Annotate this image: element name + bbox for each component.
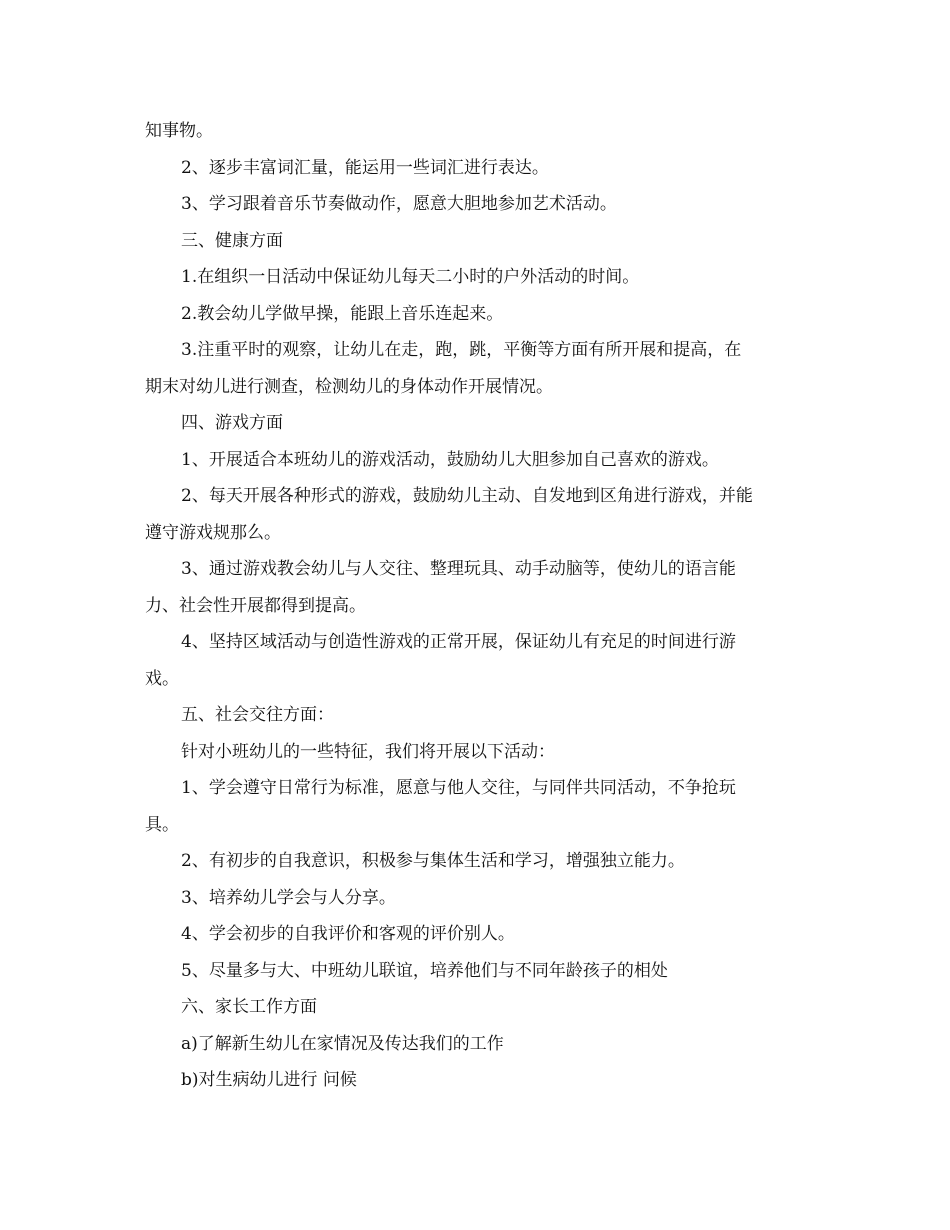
paragraph-line: 期末对幼儿进行测查，检测幼儿的身体动作开展情况。: [145, 376, 553, 397]
paragraph-line: 1、开展适合本班幼儿的游戏活动，鼓励幼儿大胆参加自己喜欢的游戏。: [181, 449, 719, 470]
paragraph-line: 3、培养幼儿学会与人分享。: [181, 887, 396, 908]
section-heading: 六、家长工作方面: [181, 997, 317, 1017]
paragraph-line: 1、学会遵守日常行为标准，愿意与他人交往，与同伴共同活动，不争抢玩: [181, 778, 736, 798]
paragraph-line: 3、学习跟着音乐节奏做动作，愿意大胆地参加艺术活动。: [181, 194, 617, 214]
paragraph-line: 2、每天开展各种形式的游戏，鼓励幼儿主动、自发地到区角进行游戏，并能: [181, 486, 753, 506]
section-heading: 三、健康方面: [181, 230, 283, 251]
paragraph-line: 3.注重平时的观察，让幼儿在走，跑，跳，平衡等方面有所开展和提高，在: [181, 340, 742, 360]
paragraph-line: 5、尽量多与大、中班幼儿联谊，培养他们与不同年龄孩子的相处: [181, 960, 668, 981]
paragraph-line: b)对生病幼儿进行 问候: [181, 1070, 357, 1090]
paragraph-line: 2、有初步的自我意识，积极参与集体生活和学习，增强独立能力。: [181, 851, 685, 871]
paragraph-line: a)了解新生幼儿在家情况及传达我们的工作: [181, 1033, 504, 1054]
paragraph-line: 4、坚持区域活动与创造性游戏的正常开展，保证幼儿有充足的时间进行游: [181, 632, 736, 652]
paragraph-line: 3、通过游戏教会幼儿与人交往、整理玩具、动手动脑等，使幼儿的语言能: [181, 559, 736, 579]
paragraph-line: 力、社会性开展都得到提高。: [145, 595, 366, 616]
paragraph-line: 针对小班幼儿的一些特征，我们将开展以下活动：: [181, 741, 555, 762]
paragraph-line: 2.教会幼儿学做早操，能跟上音乐连起来。: [181, 303, 504, 324]
paragraph-line: 2、逐步丰富词汇量，能运用一些词汇进行表达。: [181, 157, 549, 178]
paragraph-line: 知事物。: [145, 121, 213, 141]
paragraph-line: 遵守游戏规那么。: [145, 522, 281, 543]
section-heading: 五、社会交往方面：: [181, 705, 334, 725]
document-body: [145, 113, 810, 1099]
section-heading: 四、游戏方面: [181, 413, 283, 433]
paragraph-line: 戏。: [145, 668, 179, 689]
paragraph-line: 1.在组织一日活动中保证幼儿每天二小时的户外活动的时间。: [181, 267, 640, 287]
paragraph-line: 4、学会初步的自我评价和客观的评价别人。: [181, 924, 515, 944]
paragraph-line: 具。: [145, 814, 179, 835]
